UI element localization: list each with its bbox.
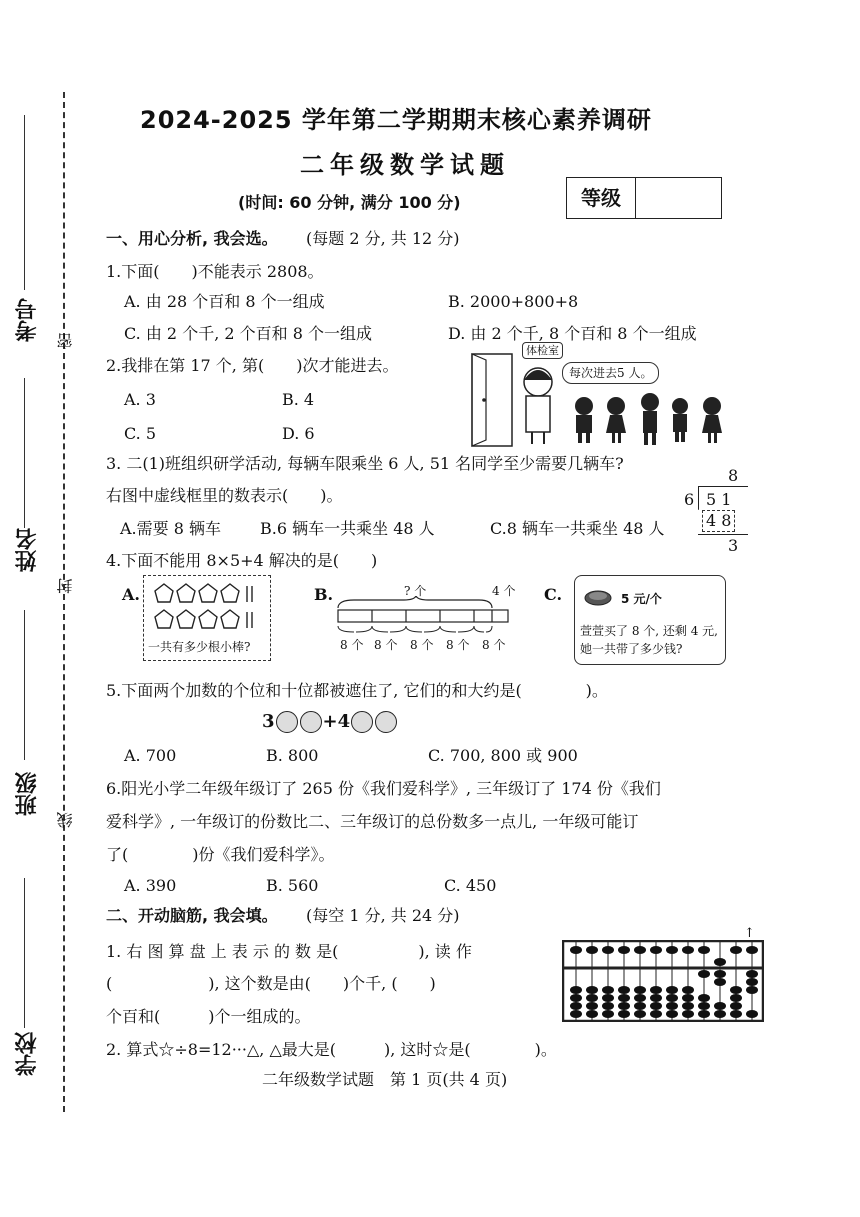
abacus-icon: [562, 940, 764, 1022]
q4-b-seg-4: 8 个: [446, 638, 470, 652]
q6-option-a: A. 390: [124, 876, 177, 895]
q5-addend1-digit: 3: [262, 711, 275, 732]
exam-room-sign: 体检室: [522, 342, 563, 359]
q4-b-seg-1: 8 个: [340, 638, 364, 652]
division-divisor: 6: [684, 490, 695, 509]
q2-stem: 2.我排在第 17 个, 第( )次才能进去。: [106, 356, 399, 375]
school-label: 学校: [15, 1032, 40, 1076]
hidden-digit-circle: [276, 711, 298, 733]
long-division: [680, 466, 750, 558]
section1-heading: 一、用心分析, 我会选。: [106, 229, 278, 248]
speech-bubble: 每次进去5 人。: [562, 362, 659, 384]
q5-stem: 5.下面两个加数的个位和十位都被遮住了, 它们的和大约是( )。: [106, 681, 608, 700]
q2-option-b: B. 4: [282, 390, 315, 409]
section2-heading: 二、开动脑筋, 我会填。: [106, 906, 278, 925]
q3-stem-line1: 3. 二(1)班组织研学活动, 每辆车限乘坐 6 人, 51 名同学至少需要几辆车?: [106, 454, 624, 473]
division-bracket: [698, 486, 699, 510]
q4-option-c-box: [574, 575, 726, 665]
hidden-digit-circle: [300, 711, 322, 733]
q6-line1: 6.阳光小学二年级年级订了 265 份《我们爱科学》, 三年级订了 174 份《我们: [106, 779, 661, 798]
q6-line2: 爱科学》, 一年级订的份数比二、三年级订的总份数多一点儿, 一年级可能订: [106, 812, 639, 831]
mooncake-icon: [583, 588, 613, 606]
seal-mi: 密: [56, 333, 75, 349]
abacus-figure: [562, 940, 764, 1022]
q6-option-b: B. 560: [266, 876, 319, 895]
name-blank: [24, 378, 25, 528]
q4-b-seg-5: 8 个: [482, 638, 506, 652]
name-label: 姓名: [15, 528, 40, 572]
abacus-arrow: ↑: [744, 926, 755, 941]
binding-dashed-line: [63, 92, 65, 1112]
division-quotient: 8: [728, 466, 739, 485]
q1-option-a: A. 由 28 个百和 8 个一组成: [124, 292, 325, 311]
q4-b-extra: 4 个: [492, 584, 516, 598]
q3-stem-line2: 右图中虚线框里的数表示( )。: [106, 486, 343, 505]
q1-stem: 1.下面( )不能表示 2808。: [106, 262, 324, 281]
grade-box: [566, 177, 722, 219]
exam-meta: (时间: 60 分钟, 满分 100 分): [238, 193, 461, 212]
page-footer: 二年级数学试题 第 1 页(共 4 页): [262, 1070, 508, 1089]
q5-option-a: A. 700: [124, 746, 177, 765]
s2-q1-line1: 1. 右 图 算 盘 上 表 示 的 数 是( ), 读 作: [106, 942, 472, 961]
q5-addend2-digit: +4: [322, 711, 351, 732]
pentagon-sticks-icon: [144, 576, 270, 636]
q4-c-text-line2: 她一共带了多少钱?: [580, 642, 683, 656]
section1-score: (每题 2 分, 共 12 分): [306, 229, 460, 248]
q4-b-seg-3: 8 个: [410, 638, 434, 652]
q6-line3: 了( )份《我们爱科学》。: [106, 845, 335, 864]
division-remainder: 3: [728, 536, 739, 555]
exam-subtitle: 二年级数学试题: [300, 151, 510, 179]
exam-no-blank: [24, 115, 25, 290]
q1-option-d: D. 由 2 个千, 8 个百和 8 个一组成: [448, 324, 697, 343]
hidden-digit-circle: [375, 711, 397, 733]
door-and-children-illustration: [466, 340, 746, 450]
grade-label: 等级: [567, 178, 636, 218]
q5-option-c: C. 700, 800 或 900: [428, 746, 578, 765]
q6-option-c: C. 450: [444, 876, 497, 895]
exam-no-label: 考号: [15, 298, 40, 342]
s2-q1-line3: 个百和( )个一组成的。: [106, 1007, 311, 1026]
q2-option-a: A. 3: [124, 390, 156, 409]
division-product-box: 4 8: [702, 510, 735, 532]
s2-q2-line: 2. 算式☆÷8=12···△, △最大是( ), 这时☆是( )。: [106, 1040, 557, 1059]
q4-b-seg-2: 8 个: [374, 638, 398, 652]
seal-xian: 线: [56, 812, 75, 828]
q2-figure: [466, 340, 746, 450]
q2-option-d: D. 6: [282, 424, 315, 443]
division-dividend: 5 1: [706, 490, 732, 509]
q3-option-a: A.需要 8 辆车: [120, 519, 221, 538]
q4-c-text-line1: 萱萱买了 8 个, 还剩 4 元,: [580, 624, 718, 638]
class-blank: [24, 610, 25, 760]
q1-option-c: C. 由 2 个千, 2 个百和 8 个一组成: [124, 324, 372, 343]
s2-q1-line2: ( ), 这个数是由( )个千, ( ): [106, 974, 436, 993]
q4-b-question: ? 个: [404, 584, 427, 598]
q4-option-a-label: A.: [122, 585, 140, 604]
section2-score: (每空 1 分, 共 24 分): [306, 906, 460, 925]
q4-option-b-label: B.: [314, 585, 334, 604]
q4-option-c-label: C.: [544, 585, 563, 604]
hidden-digit-circle: [351, 711, 373, 733]
school-blank: [24, 878, 25, 1028]
q4-option-b-diagram: [334, 580, 524, 652]
q3-option-c: C.8 辆车一共乘坐 48 人: [490, 519, 665, 538]
q4-c-price: 5 元/个: [621, 592, 662, 606]
class-label: 班级: [15, 772, 40, 816]
seal-feng: 封: [56, 578, 75, 594]
q1-option-b: B. 2000+800+8: [448, 292, 579, 311]
q2-option-c: C. 5: [124, 424, 157, 443]
division-bar: [698, 486, 748, 487]
q4-stem: 4.下面不能用 8×5+4 解决的是( ): [106, 551, 378, 570]
q3-option-b: B.6 辆车一共乘坐 48 人: [260, 519, 435, 538]
q5-option-b: B. 800: [266, 746, 319, 765]
exam-title: 2024-2025 学年第二学期期末核心素养调研: [140, 106, 652, 134]
q4-option-a-caption: 一共有多少根小棒?: [148, 640, 251, 654]
q4-option-a-box: [143, 575, 271, 661]
q5-expression: [262, 710, 398, 734]
division-underline: [698, 534, 748, 535]
